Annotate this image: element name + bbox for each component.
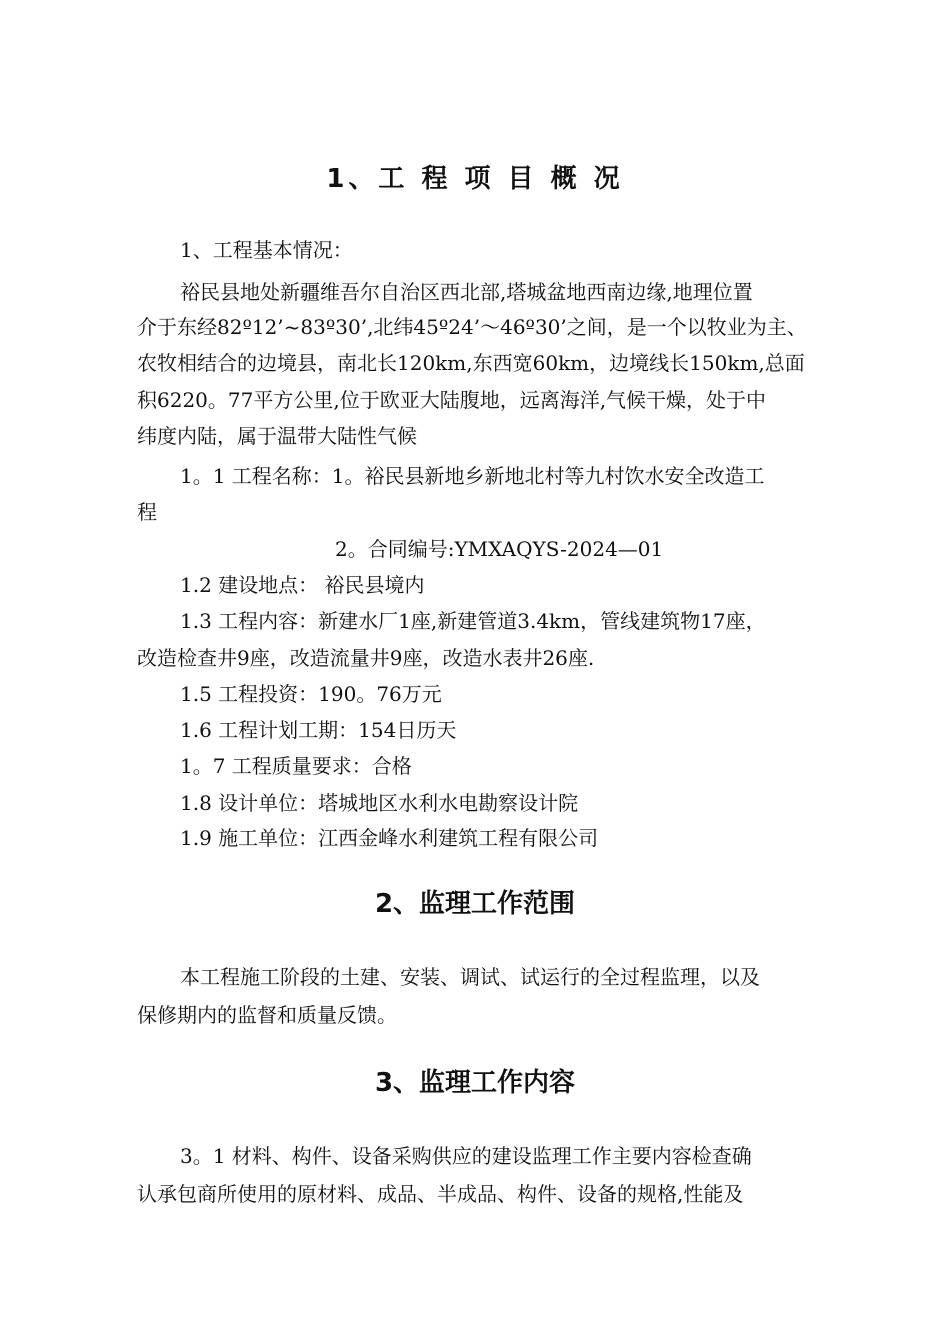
paragraph-line: 积6220。77平方公里,位于欧亚大陆腹地，远离海洋,气候干燥，处于中	[137, 388, 767, 412]
paragraph-line: 农牧相结合的边境县，南北长120km,东西宽60km，边境线长150km,总面	[137, 351, 805, 375]
section-3-heading: 3、监理工作内容	[374, 1068, 576, 1098]
paragraph-line: 程	[137, 500, 157, 524]
section-1-heading: 1、工 程 项 目 概 况	[326, 164, 624, 194]
paragraph-line: 3。1 材料、构件、设备采购供应的建设监理工作主要内容检查确	[180, 1144, 752, 1168]
section-2-heading: 2、监理工作范围	[374, 889, 576, 919]
paragraph-line: 保修期内的监督和质量反馈。	[137, 1003, 397, 1027]
paragraph-line: 1.6 工程计划工期：154日历天	[180, 718, 457, 742]
contract-number-line: 2。合同编号:YMXAQYS-2024—01	[335, 537, 664, 561]
paragraph-line: 1.8 设计单位：塔城地区水利水电勘察设计院	[180, 791, 579, 815]
paragraph-line: 1.5 工程投资：190。76万元	[180, 682, 442, 706]
paragraph-line: 纬度内陆，属于温带大陆性气候	[137, 424, 417, 448]
paragraph-line: 裕民县地处新疆维吾尔自治区西北部,塔城盆地西南边缘,地理位置	[180, 280, 753, 304]
paragraph-line: 1。7 工程质量要求：合格	[180, 754, 412, 778]
paragraph-line: 1.3 工程内容：新建水厂1座,新建管道3.4km，管线建筑物17座，	[180, 609, 766, 633]
paragraph-line: 认承包商所使用的原材料、成品、半成品、构件、设备的规格,性能及	[137, 1182, 744, 1206]
paragraph-line: 1。1 工程名称：1。裕民县新地乡新地北村等九村饮水安全改造工	[180, 464, 765, 488]
paragraph-line: 1、工程基本情况：	[180, 238, 353, 262]
paragraph-line: 1.9 施工单位：江西金峰水利建筑工程有限公司	[180, 826, 599, 850]
paragraph-line: 1.2 建设地点： 裕民县境内	[180, 573, 425, 597]
paragraph-line: 本工程施工阶段的土建、安装、调试、试运行的全过程监理，以及	[180, 965, 760, 989]
paragraph-line: 介于东经82º12’~83º30’,北纬45º24’～46º30’之间，是一个以牧业为主、	[137, 315, 807, 339]
paragraph-line: 改造检查井9座，改造流量井9座，改造水表井26座.	[137, 646, 595, 670]
